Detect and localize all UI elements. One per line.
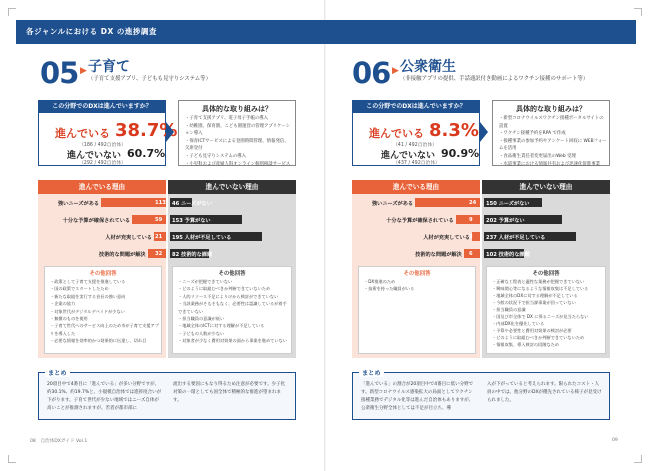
progress-count: （41 / 492自治体） — [393, 143, 437, 148]
progress-question-box — [352, 100, 480, 166]
no-progress-count: （292 / 492自治体） — [79, 161, 126, 166]
list-item: ・子育て世代へのサービス向上のため市が子育て支援アプリを導入した — [50, 323, 159, 336]
arrow-right-icon — [480, 122, 488, 142]
question-heading: この分野でのDXは進んでいますか？ — [39, 101, 165, 113]
arrow-right-icon: ▶ — [80, 66, 87, 76]
list-item: ・子ども見守りシステムの導入 — [185, 153, 247, 159]
list-item: ・国の政策でスタートしたため — [50, 286, 109, 292]
efforts-list — [185, 115, 293, 168]
other-answers-heading: その他回答 — [532, 271, 560, 277]
list-item: ・ワクチン接種予約をRPA で作成 — [499, 131, 566, 137]
summary-text: 入が下がっていると考えられます。限られたコスト・人員の中では、他分野のDXが優先されている様子が見受けられました。 — [487, 382, 602, 403]
list-item: ・国及び市全体で DX に係るニーズが見当たらない — [492, 314, 589, 319]
progress-reason-value: 59 — [155, 216, 163, 223]
progress-reason-label: 人材が充実している — [105, 234, 152, 241]
other-answers-box — [44, 266, 162, 354]
list-item: ・どのように取組むべきか判断できていないため — [492, 335, 585, 340]
list-item: ・今般の状況下で担当課事業が回っていない — [492, 300, 576, 305]
no-progress-reason-label: 82 技術的な課題 — [172, 251, 213, 258]
list-item: ・対象世代がデジタルデバイドが少ない — [50, 308, 125, 314]
other-answers-box — [486, 266, 606, 354]
progress-reason-value: 9 — [469, 216, 473, 223]
progress-reason-value: 6 — [469, 250, 473, 257]
page-fold — [324, 0, 326, 471]
other-answers-list — [364, 278, 474, 293]
list-item: ・新型コロナウイルスワクチン接種ポータルサイトの設置 — [499, 116, 604, 129]
summary-box — [38, 372, 296, 420]
list-item: ・保育ICTサービスによる登園時間管理、情報発信、欠席登付 — [185, 138, 289, 152]
no-progress-reason-label: 102 技術的な課題 — [486, 251, 530, 258]
progress-percent: 38.7% — [115, 120, 178, 141]
other-answers-box — [172, 266, 292, 354]
list-item: ・子育て支援アプリ、電子母子手帳の導入 — [185, 116, 269, 121]
other-answers-heading: その他回答 — [403, 271, 431, 277]
list-item: ・新たな取組を実行する首長の強い意向 — [50, 293, 126, 299]
arrow-right-icon: ▶ — [392, 66, 399, 76]
section-title: 公衆衛生 — [400, 59, 456, 75]
crop-mark — [8, 455, 16, 463]
progress-reason-value: 21 — [155, 233, 163, 240]
summary-tag: まとめ — [45, 368, 70, 377]
list-item: ・予算や必要性と費用対効果の検討が必要 — [492, 328, 572, 333]
list-item: ・地域全体のDXに対する理解が不足している — [492, 293, 578, 298]
progress-label: 進んでいる — [55, 127, 110, 140]
list-item: ・情報収集、導入検討の段階なため — [492, 342, 560, 347]
progress-reason-label: 強いニーズがある — [371, 200, 414, 207]
progress-reason-value: 24 — [469, 199, 477, 206]
section-number: 05 — [40, 56, 79, 90]
no-progress-reasons-heading: 進んでいない理由 — [168, 180, 296, 194]
no-progress-percent: 60.7% — [127, 147, 166, 160]
crop-mark — [634, 455, 642, 463]
list-item: ・興味関心等になるような情報収集は不足している — [492, 286, 589, 291]
progress-count: （186 / 492自治体） — [79, 143, 126, 148]
list-item: ・どのように取組むべきか判断できていないため — [178, 286, 271, 292]
list-item: ・内部DX化を優先している — [492, 321, 545, 326]
progress-label: 進んでいる — [369, 127, 424, 140]
no-progress-reason-label: 153 予算がない — [172, 217, 211, 224]
crop-mark — [8, 8, 16, 16]
progress-reason-label: 強いニーズがある — [57, 200, 100, 207]
list-item: ・政策として子育て支援を推進している — [50, 279, 126, 284]
efforts-title: 具体的な取り組みは？ — [516, 105, 586, 113]
crop-mark — [634, 8, 642, 16]
list-item: ・必要な情報を効率的かつ効果的に伝達し、切れ目 — [50, 338, 147, 344]
efforts-title: 具体的な取り組みは？ — [202, 105, 272, 113]
section-subtitle: （子育て支援アプリ、子どもも見守りシステム等） — [88, 76, 211, 82]
list-item: ・幼稚園、保育園、こども園運営の管理アプリケーション導入 — [185, 123, 291, 137]
list-item: ・対象者が少なく費用対効果の面から事業を進めていない — [178, 338, 287, 344]
list-item: ・担当職員の意識が低い — [178, 316, 225, 322]
no-progress-reason-label: 202 予算がない — [486, 217, 525, 224]
other-answers-box — [358, 266, 476, 354]
section-subtitle: （非接触アプリの提供、手話通訳付き動画によるワクチン接種のサポート等） — [400, 76, 589, 82]
no-progress-label: 進んでいない — [381, 151, 436, 161]
no-progress-label: 進んでいない — [67, 151, 122, 161]
progress-reason-bar — [456, 215, 480, 224]
progress-reason-bar — [472, 232, 480, 241]
list-item: ・無償のものを使用 — [50, 316, 88, 322]
list-item: ・接種事業の参加予約やアンケート回収に WEBフォームを活用 — [499, 138, 607, 152]
section-number: 06 — [352, 56, 391, 90]
no-progress-percent: 90.9% — [441, 147, 480, 160]
no-progress-reason-label: 150 ニーズがない — [486, 200, 530, 207]
efforts-box — [492, 100, 610, 166]
summary-box — [352, 372, 610, 420]
arrow-right-icon — [166, 122, 174, 142]
list-item: ・技術を持った職員がいる — [364, 286, 415, 292]
section-title: 子育て — [88, 59, 130, 75]
other-answers-heading: その他回答 — [89, 271, 117, 277]
other-answers-list — [492, 278, 604, 348]
summary-text: 20項目中で4番目に「進んでいる」が多い分野ですが、約30.1%、約19.7%と、小規模自治体では進捗度合いが下がります。子育て世代が少ない地域ではニーズ自体が高いことが推測されますが、若者が都市部に — [47, 382, 162, 411]
question-heading: この分野でのDXは進んでいますか？ — [353, 101, 479, 113]
progress-reason-label: 技術的な問題が解決 — [98, 251, 146, 258]
progress-reason-label: 十分な予算が確保されている — [386, 217, 454, 224]
header-title: 各ジャンルにおける DX の進捗調査 — [26, 27, 157, 36]
no-progress-count: （437 / 492自治体） — [393, 161, 440, 166]
list-item: ・DX推進のため — [364, 279, 396, 284]
no-progress-reason-label: 46 ニーズがない — [172, 200, 212, 207]
progress-question-box — [38, 100, 178, 166]
page-folio: 08 自治体DXガイド Vol.1 — [30, 439, 88, 444]
list-item: ・当該業務がそもそもなく、必要性は認識しているが着手できていない — [178, 301, 287, 314]
list-item: ・ニーズが把握できていない — [178, 279, 233, 284]
list-item: ・小児科および産婦人科オンライン個別相談サービス — [185, 161, 291, 167]
progress-reasons-heading: 進んでいる理由 — [352, 180, 480, 194]
list-item: ・子どもの人数が少ない — [178, 330, 225, 336]
list-item: ・食品衛生責任者変更届出のWeb 受理 — [499, 153, 576, 159]
efforts-box — [178, 100, 296, 166]
summary-text: 「進んでいる」の割合が20項目中で4番目に低い分野です。新型コロナウイルス感染拡大の局面としてワクチン接種業務でデジタル化等は進んだ自治体もありますが、公衆衛生分野全体としては不足が目立ち、導 — [361, 382, 474, 411]
other-answers-list — [178, 278, 290, 345]
list-item: ・水道事業における情報共有および迅速化促進事業 — [499, 161, 600, 167]
progress-reason-label: 十分な予算が確保されている — [62, 217, 131, 224]
list-item: ・地域全体のICTに対する理解が不足している — [178, 323, 265, 329]
list-item: ・企業の協力 — [50, 301, 76, 307]
summary-text: 流出する要因にもなり得るため注意が必要です。少子化対策の一環としても国全体で積極的な推進が望まれます。 — [173, 382, 286, 403]
page-folio: 09 — [612, 438, 618, 443]
list-item: ・正確な工程表と適性な業務が把握できていない — [492, 279, 585, 284]
other-answers-heading: その他回答 — [218, 271, 246, 277]
progress-reason-value: 3 — [469, 233, 473, 240]
no-progress-reason-label: 237 人材が不足している — [486, 234, 546, 241]
progress-reason-value: 32 — [155, 250, 163, 257]
list-item: ・人的リソース不足によりけから検討ができていない — [178, 293, 279, 299]
progress-reasons-heading: 進んでいる理由 — [38, 180, 166, 194]
progress-percent: 8.3% — [429, 120, 479, 141]
no-progress-reason-label: 195 人材が不足している — [172, 234, 232, 241]
no-progress-reasons-heading: 進んでいない理由 — [482, 180, 610, 194]
efforts-list — [499, 115, 607, 168]
other-answers-list — [50, 278, 160, 345]
summary-tag: まとめ — [359, 368, 384, 377]
progress-reason-label: 技術的な問題が解決 — [415, 251, 462, 258]
list-item: ・担当職員の意識 — [492, 307, 526, 312]
progress-reason-value: 113 — [155, 199, 166, 206]
progress-reason-label: 人材が充実している — [423, 234, 470, 241]
